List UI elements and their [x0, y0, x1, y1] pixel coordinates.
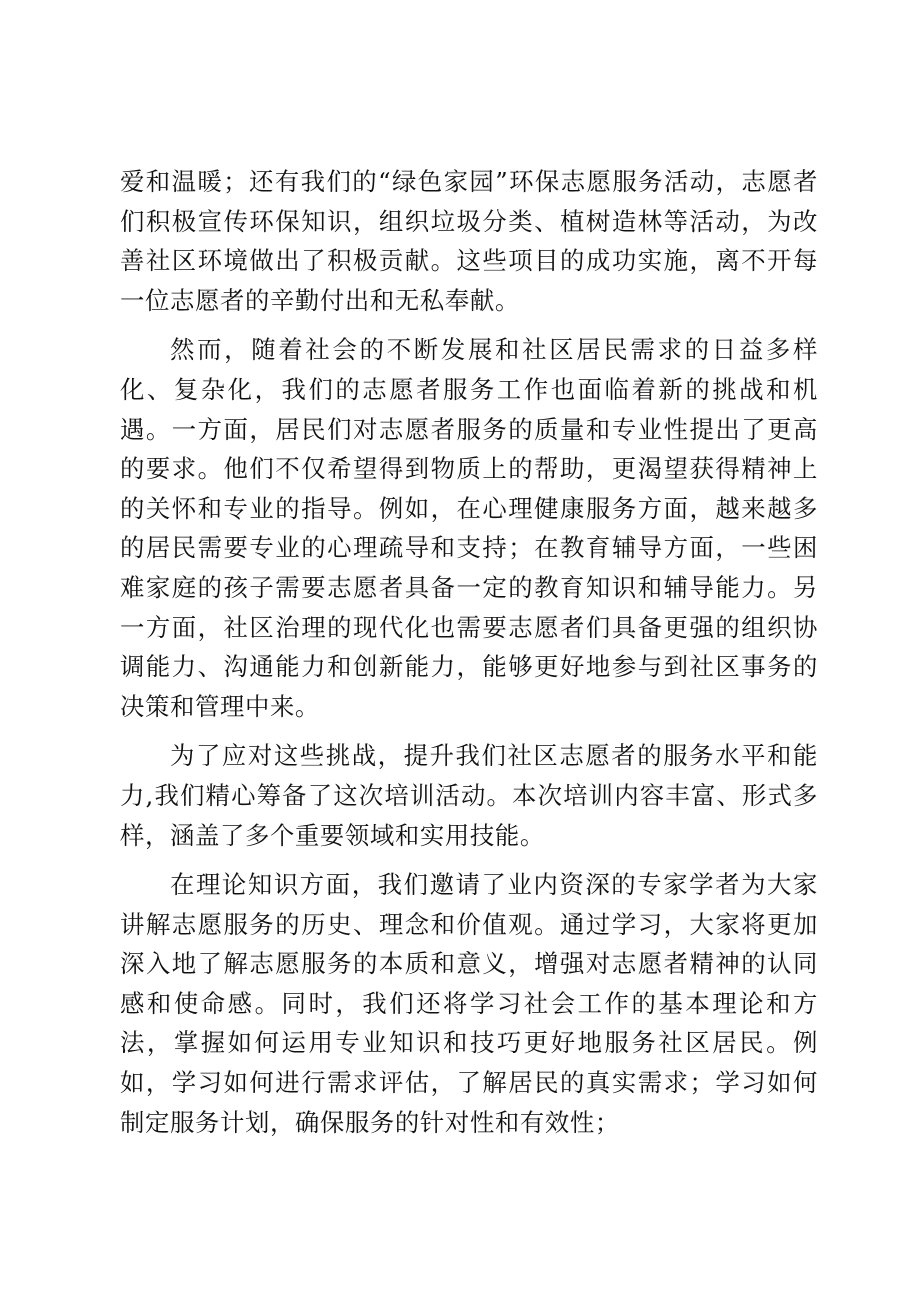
document-body — [120, 162, 818, 1152]
paragraph: 为了应对这些挑战，提升我们社区志愿者的服务水平和能力,我们精心筹备了这次培训活动。本次培训内容丰富、形式多样，涵盖了多个重要领域和实用技能。 — [120, 741, 818, 850]
paragraph: 在理论知识方面，我们邀请了业内资深的专家学者为大家讲解志愿服务的历史、理念和价值观。通过学习，大家将更加深入地了解志愿服务的本质和意义，增强对志愿者精神的认同感和使命感。同时，我们还将学习社会工作的基本理论和方法，掌握如何运用专业知识和技巧更好地服务社区居民。例如，学习如何进行需求评估，了解居民的真实需求；学习如何制定服务计划，确保服务的针对性和有效性； — [120, 870, 818, 1137]
paragraph-continued: 爱和温暖；还有我们的“绿色家园”环保志愿服务活动，志愿者们积极宣传环保知识，组织垃圾分类、植树造林等活动，为改善社区环境做出了积极贡献。这些项目的成功实施，离不开每一位志愿者的辛勤付出和无私奉献。 — [120, 167, 818, 315]
paragraph: 然而，随着社会的不断发展和社区居民需求的日益多样化、复杂化，我们的志愿者服务工作也面临着新的挑战和机遇。一方面，居民们对志愿者服务的质量和专业性提出了更高的要求。他们不仅希望得到物质上的帮助，更渴望获得精神上的关怀和专业的指导。例如，在心理健康服务方面，越来越多的居民需要专业的心理疏导和支持；在教育辅导方面，一些困难家庭的孩子需要志愿者具备一定的教育知识和辅导能力。另一方面，社区治理的现代化也需要志愿者们具备更强的组织协调能力、沟通能力和创新能力，能够更好地参与到社区事务的决策和管理中来。 — [120, 335, 818, 721]
